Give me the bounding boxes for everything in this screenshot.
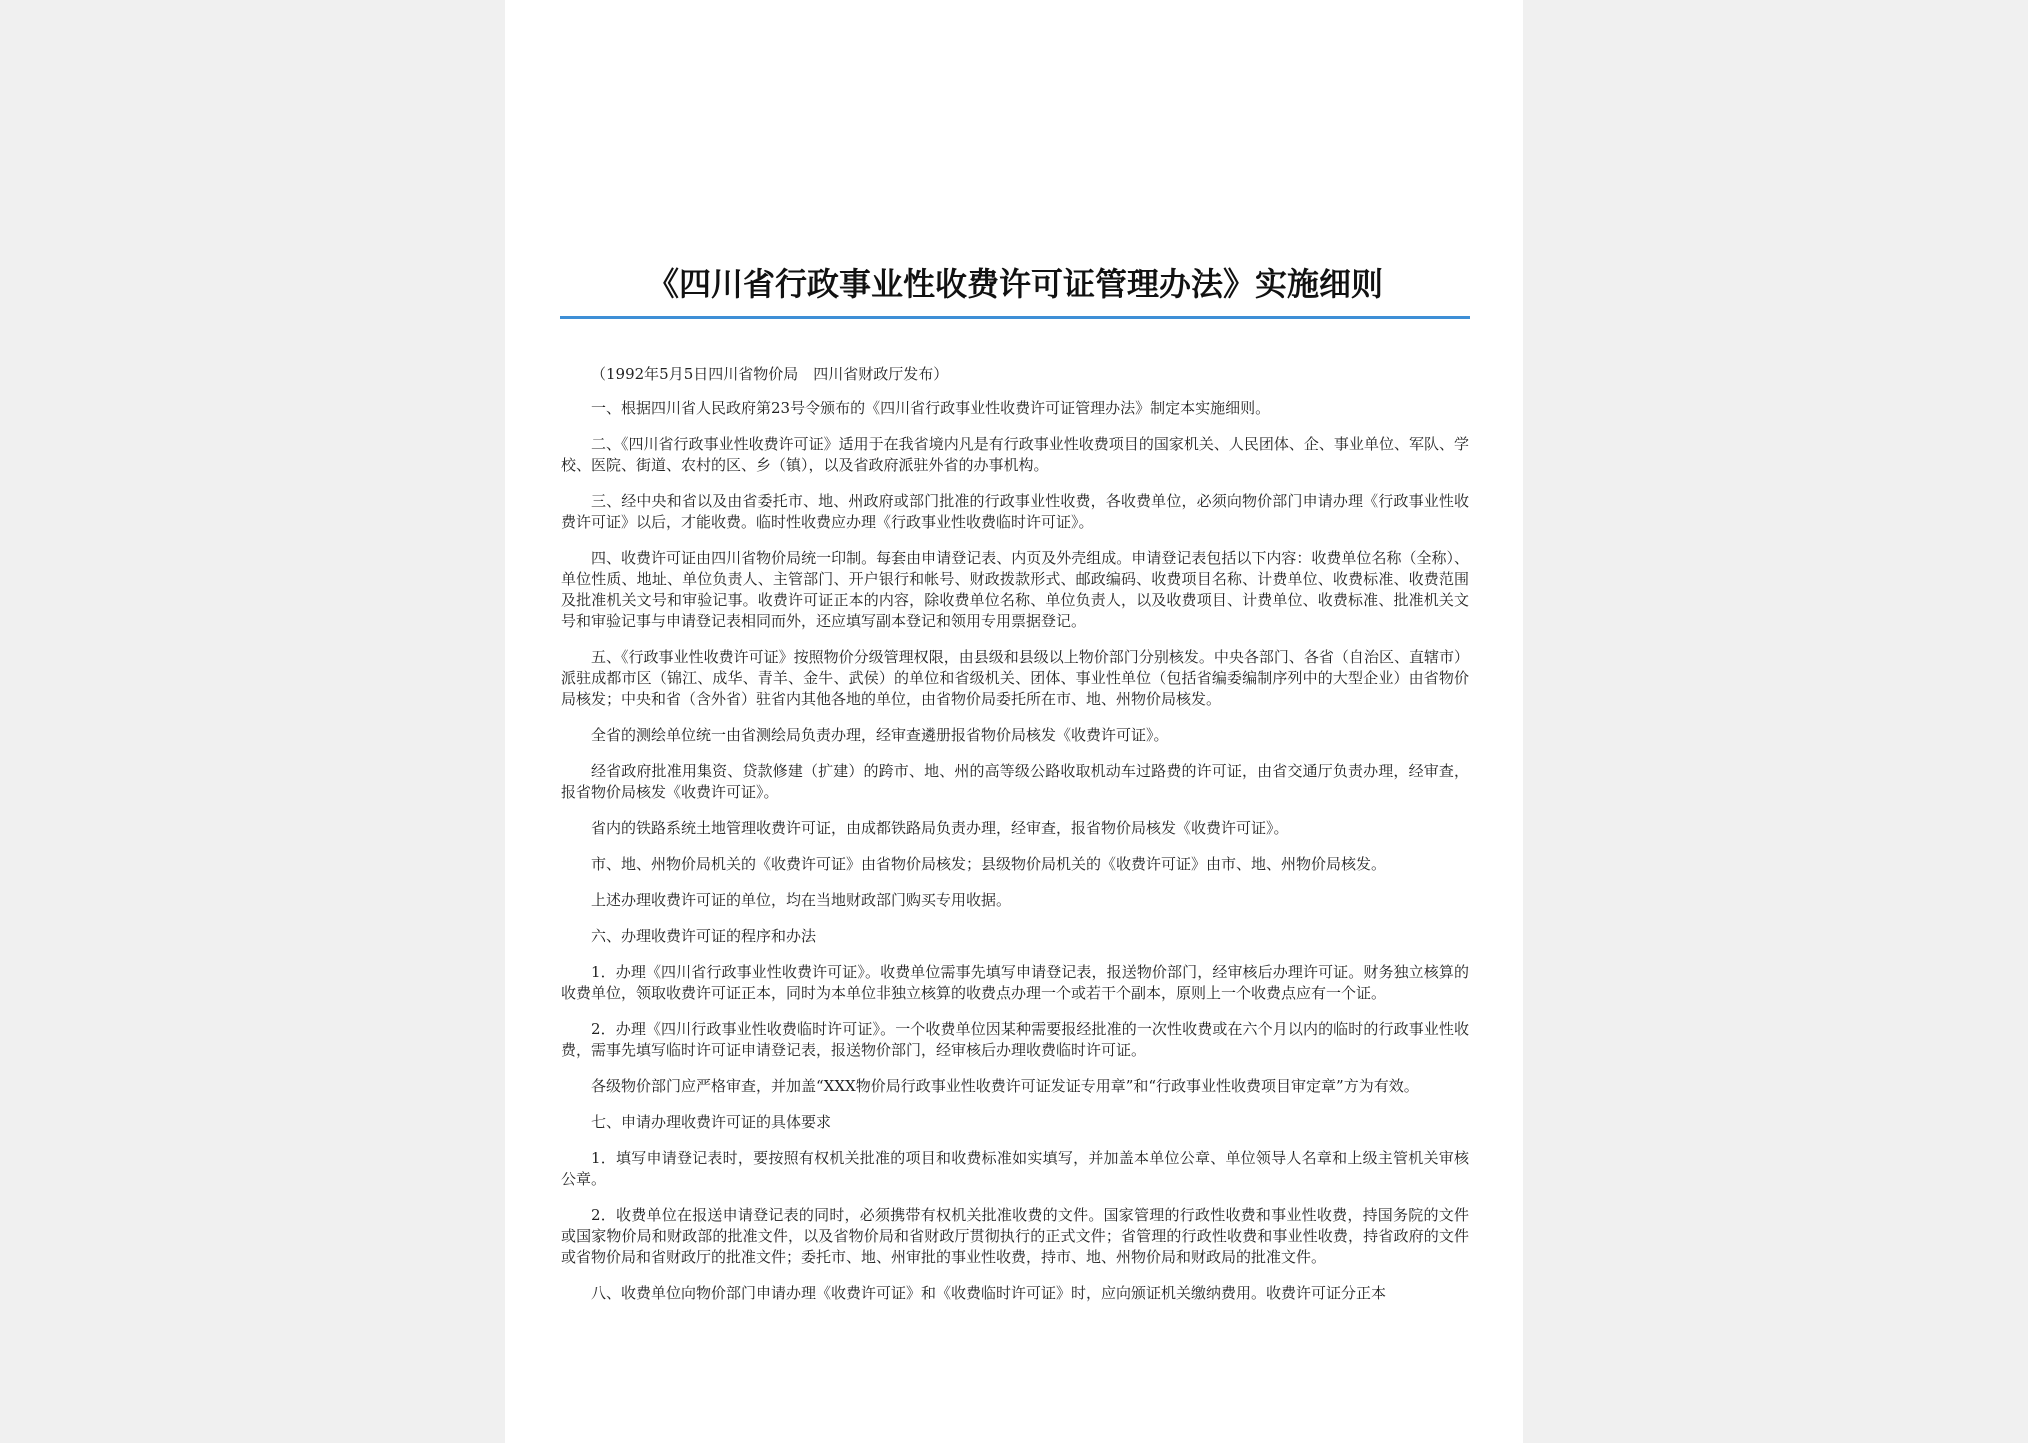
- section-heading: 六、办理收费许可证的程序和办法: [591, 927, 817, 945]
- paragraph: 2．办理《四川行政事业性收费临时许可证》。一个收费单位因某种需要报经批准的一次性收费或在六个月以内的临时的行政事业性收费，需事先填写临时许可证申请登记表，报送物价部门，经审核后办理收费临时许可证。: [561, 1020, 1469, 1059]
- paragraph: 三、经中央和省以及由省委托市、地、州政府或部门批准的行政事业性收费，各收费单位，必须向物价部门申请办理《行政事业性收费许可证》以后，才能收费。临时性收费应办理《行政事业性收费临时许可证》。: [561, 492, 1469, 531]
- paragraph: 经省政府批准用集资、贷款修建（扩建）的跨市、地、州的高等级公路收取机动车过路费的许可证，由省交通厅负责办理，经审查，报省物价局核发《收费许可证》。: [561, 762, 1469, 801]
- paragraph: 一、根据四川省人民政府第23号令颁布的《四川省行政事业性收费许可证管理办法》制定本实施细则。: [591, 399, 1271, 417]
- paragraph: 五、《行政事业性收费许可证》按照物价分级管理权限，由县级和县级以上物价部门分别核发。中央各部门、各省（自治区、直辖市）派驻成都市区（锦江、成华、青羊、金牛、武侯）的单位和省级机关、团体、事业性单位（包括省编委编制序列中的大型企业）由省物价局核发；中央和省（含外省）驻省内其他各地的单位，由省物价局委托所在市、地、州物价局核发。: [561, 648, 1469, 708]
- title-divider: [560, 316, 1470, 319]
- document-title: 《四川省行政事业性收费许可证管理办法》实施细则: [646, 265, 1383, 303]
- paragraph: 四、收费许可证由四川省物价局统一印制。每套由申请登记表、内页及外壳组成。申请登记表包括以下内容：收费单位名称（全称）、单位性质、地址、单位负责人、主管部门、开户银行和帐号、财政拨款形式、邮政编码、收费项目名称、计费单位、收费标准、收费范围及批准机关文号和审验记事。收费许可证正本的内容，除收费单位名称、单位负责人，以及收费项目、计费单位、收费标准、批准机关文号和审验记事与申请登记表相同而外，还应填写副本登记和领用专用票据登记。: [561, 549, 1469, 630]
- section-heading: 七、申请办理收费许可证的具体要求: [591, 1113, 832, 1131]
- source-line: （1992年5月5日四川省物价局 四川省财政厅发布）: [591, 365, 949, 383]
- paragraph: 1．填写申请登记表时，要按照有权机关批准的项目和收费标准如实填写，并加盖本单位公章、单位领导人名章和上级主管机关审核公章。: [561, 1149, 1469, 1188]
- paragraph: 2．收费单位在报送申请登记表的同时，必须携带有权机关批准收费的文件。国家管理的行政性收费和事业性收费，持国务院的文件或国家物价局和财政部的批准文件，以及省物价局和省财政厅贯彻执行的正式文件；省管理的行政性收费和事业性收费，持省政府的文件或省物价局和省财政厅的批准文件；委托市、地、州审批的事业性收费，持市、地、州物价局和财政局的批准文件。: [561, 1206, 1469, 1266]
- document-page: [505, 0, 1523, 1443]
- paragraph: 各级物价部门应严格审查，并加盖“XXX物价局行政事业性收费许可证发证专用章”和“行政事业性收费项目审定章”方为有效。: [591, 1077, 1419, 1095]
- paragraph: 省内的铁路系统土地管理收费许可证，由成都铁路局负责办理，经审查，报省物价局核发《收费许可证》。: [591, 819, 1289, 837]
- document-body: [561, 364, 1469, 1319]
- paragraph: 二、《四川省行政事业性收费许可证》适用于在我省境内凡是有行政事业性收费项目的国家机关、人民团体、企、事业单位、军队、学校、医院、街道、农村的区、乡（镇），以及省政府派驻外省的办事机构。: [561, 435, 1469, 474]
- paragraph: 市、地、州物价局机关的《收费许可证》由省物价局核发；县级物价局机关的《收费许可证》由市、地、州物价局核发。: [591, 855, 1387, 873]
- paragraph: 上述办理收费许可证的单位，均在当地财政部门购买专用收据。: [591, 891, 1012, 909]
- paragraph: 全省的测绘单位统一由省测绘局负责办理，经审查遴册报省物价局核发《收费许可证》。: [591, 726, 1169, 744]
- paragraph: 八、收费单位向物价部门申请办理《收费许可证》和《收费临时许可证》时，应向颁证机关缴纳费用。收费许可证分正本: [591, 1284, 1387, 1302]
- paragraph: 1．办理《四川省行政事业性收费许可证》。收费单位需事先填写申请登记表，报送物价部门，经审核后办理许可证。财务独立核算的收费单位，领取收费许可证正本，同时为本单位非独立核算的收费点办理一个或若干个副本，原则上一个收费点应有一个证。: [561, 963, 1469, 1002]
